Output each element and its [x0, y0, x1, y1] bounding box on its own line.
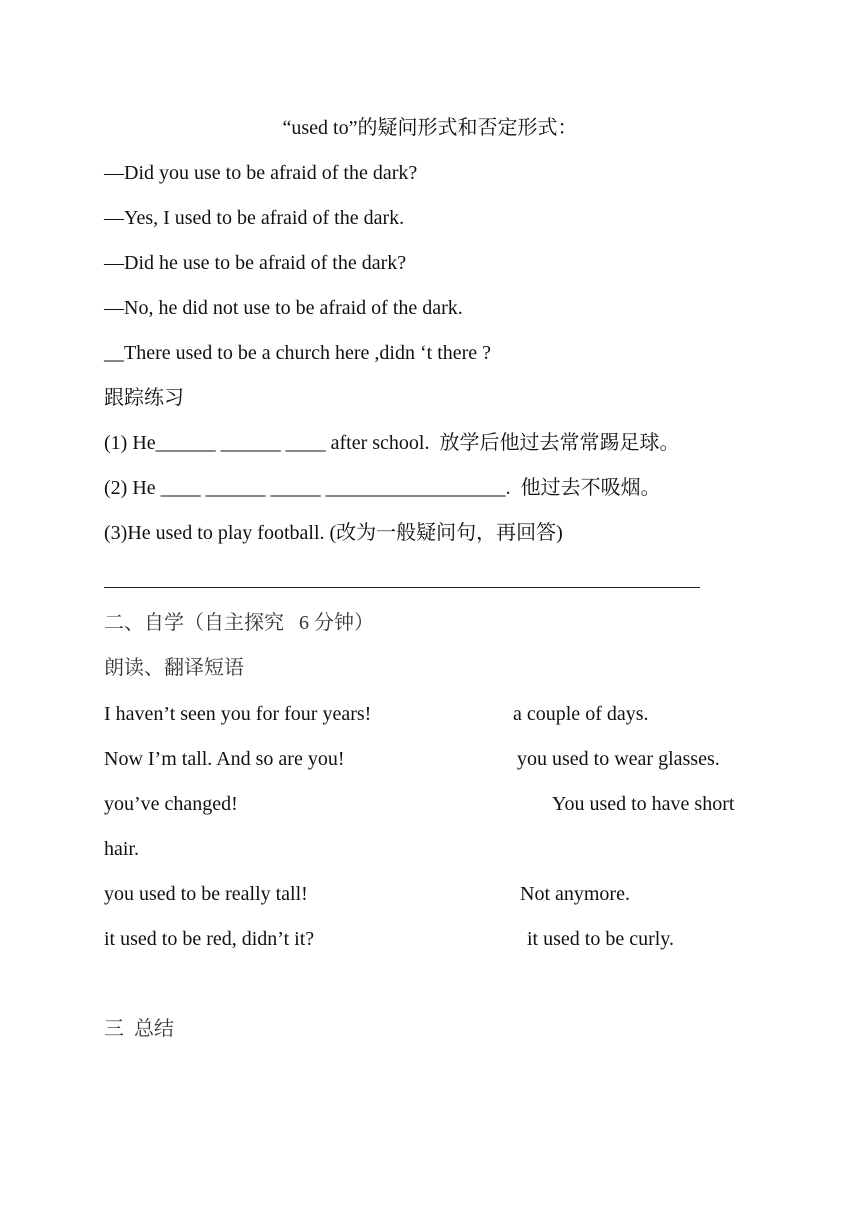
dialogue-line: —Did you use to be afraid of the dark? [104, 162, 418, 184]
dialogue-line: —No, he did not use to be afraid of the dark. [104, 297, 463, 319]
phrase-left: you’ve changed! [104, 793, 238, 815]
answer-line [104, 587, 700, 588]
section-heading-summary: 三 总结 [104, 1018, 174, 1040]
page-title: “used to”的疑问形式和否定形式： [282, 117, 578, 139]
phrase-left: it used to be red, didn’t it? [104, 928, 315, 950]
phrase-left: Now I’m tall. And so are you! [104, 748, 345, 770]
exercise-item: (3)He used to play football. (改为一般疑问句，再回答) [104, 522, 563, 544]
phrase-right: it used to be curly. [527, 928, 675, 950]
phrase-left: you used to be really tall! [104, 883, 308, 905]
reading-heading: 朗读、翻译短语 [104, 657, 244, 679]
exercise-item: (1) He______ ______ ____ after school. 放学后他过去常常踢足球。 [104, 432, 680, 454]
phrase-right: a couple of days. [513, 703, 649, 725]
phrase-left: I haven’t seen you for four years! [104, 703, 372, 725]
phrase-left: hair. [104, 838, 139, 860]
phrase-right: You used to have short [552, 793, 735, 815]
exercise-item: (2) He ____ ______ _____ __________________. 他过去不吸烟。 [104, 477, 661, 499]
practice-heading: 跟踪练习 [104, 387, 184, 409]
dialogue-line: __There used to be a church here ,didn ‘t there ? [104, 342, 492, 364]
dialogue-line: —Did he use to be afraid of the dark? [104, 252, 407, 274]
dialogue-line: —Yes, I used to be afraid of the dark. [104, 207, 405, 229]
phrase-right: Not anymore. [520, 883, 630, 905]
section-heading-self-study: 二、自学（自主探究 6 分钟） [104, 612, 374, 634]
phrase-right: you used to wear glasses. [517, 748, 720, 770]
